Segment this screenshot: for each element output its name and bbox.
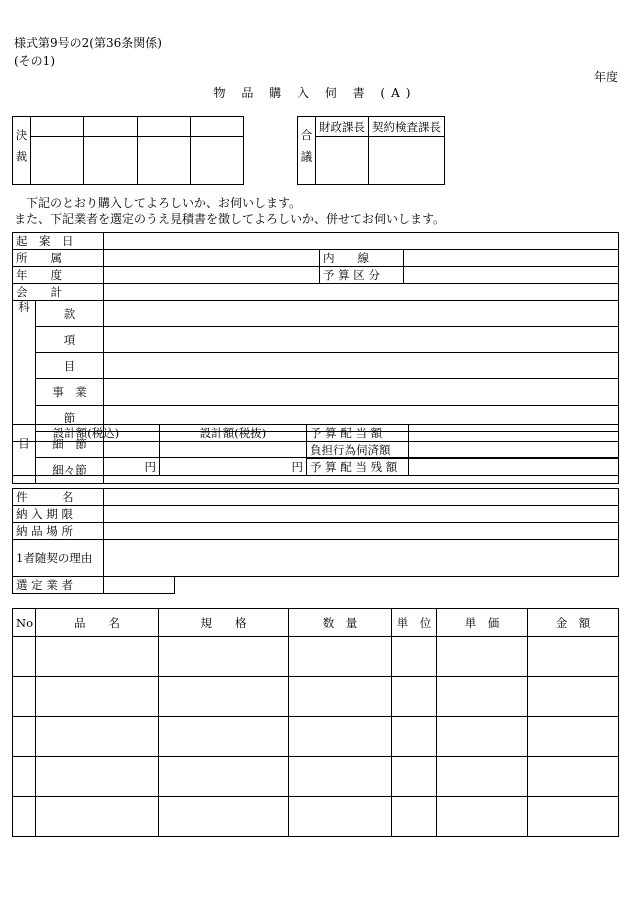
naisen-label: 内 線 xyxy=(320,250,404,267)
kessai-stamp-2[interactable] xyxy=(84,137,137,185)
item-hinmei-cell[interactable] xyxy=(36,797,159,837)
kessai-stamp-4[interactable] xyxy=(190,137,243,185)
haitou-field[interactable] xyxy=(409,425,619,442)
item-tanka-cell[interactable] xyxy=(437,677,528,717)
saisaisetsu-label: 細々節 xyxy=(36,457,104,483)
item-suuryou-cell[interactable] xyxy=(289,677,392,717)
item-hinmei-cell[interactable] xyxy=(36,637,159,677)
col-tanka-header: 単 価 xyxy=(437,609,528,637)
zangaku-field[interactable] xyxy=(409,459,619,476)
keiyaku-kacho-header: 契約検査課長 xyxy=(369,117,445,137)
kaikei-label: 会 計 xyxy=(13,284,104,301)
budget-table xyxy=(12,424,619,476)
yen-unit: 円 xyxy=(144,460,156,474)
kou-field[interactable] xyxy=(104,327,619,353)
shozoku-label: 所 属 xyxy=(13,250,104,267)
col-hinmei-header: 品 名 xyxy=(36,609,159,637)
item-kikaku-cell[interactable] xyxy=(159,637,289,677)
note-line-2: また、下記業者を選定のうえ見積書を徴してよろしいか、併せてお伺いします。 xyxy=(14,212,446,226)
kaikei-field[interactable] xyxy=(104,284,619,301)
details-table xyxy=(12,488,619,594)
item-hinmei-cell[interactable] xyxy=(36,677,159,717)
item-kikaku-cell[interactable] xyxy=(159,677,289,717)
col-kingaku-header: 金 額 xyxy=(528,609,619,637)
kessai-table xyxy=(12,116,244,185)
yosan-kubun-label: 予 算 区 分 xyxy=(320,267,404,284)
items-table xyxy=(12,608,619,837)
design-tax-ex-field[interactable] xyxy=(160,442,307,476)
item-no-cell[interactable] xyxy=(13,797,36,837)
items-header-row xyxy=(13,609,619,637)
item-no-cell[interactable] xyxy=(13,717,36,757)
yen-unit: 円 xyxy=(291,460,303,474)
item-kingaku-cell[interactable] xyxy=(528,717,619,757)
moku-label: 目 xyxy=(36,353,104,379)
item-suuryou-cell[interactable] xyxy=(289,717,392,757)
item-tani-cell[interactable] xyxy=(392,797,437,837)
kessai-stamp-1[interactable] xyxy=(31,137,84,185)
zuii-riyu-field[interactable] xyxy=(104,540,619,577)
item-no-cell[interactable] xyxy=(13,677,36,717)
kan-field[interactable] xyxy=(104,301,619,327)
nounyu-kigen-label: 納 入 期 限 xyxy=(13,506,104,523)
shozoku-field[interactable] xyxy=(104,250,320,267)
page-title: 物 品 購 入 伺 書 (A) xyxy=(213,86,417,100)
zuii-riyu-label: 1者随契の理由 xyxy=(13,540,104,577)
kessai-stamp-3[interactable] xyxy=(137,137,190,185)
item-tanka-cell[interactable] xyxy=(437,717,528,757)
item-tanka-cell[interactable] xyxy=(437,637,528,677)
kessai-label: 決裁 xyxy=(13,117,31,185)
nounyu-kigen-field[interactable] xyxy=(104,506,619,523)
item-no-cell[interactable] xyxy=(13,637,36,677)
item-tani-cell[interactable] xyxy=(392,717,437,757)
table-row xyxy=(13,637,619,677)
note-line-1: 下記のとおり購入してよろしいか、お伺いします。 xyxy=(26,196,302,210)
fiscal-year-label: 年度 xyxy=(593,70,618,84)
col-no-header: No xyxy=(13,609,36,637)
zaisei-kacho-header: 財政課長 xyxy=(316,117,369,137)
item-tani-cell[interactable] xyxy=(392,757,437,797)
item-suuryou-cell[interactable] xyxy=(289,757,392,797)
item-kikaku-cell[interactable] xyxy=(159,717,289,757)
futan-field[interactable] xyxy=(409,442,619,459)
sentei-gyousha-field[interactable] xyxy=(104,577,175,594)
item-no-cell[interactable] xyxy=(13,757,36,797)
nounyu-basho-label: 納 品 場 所 xyxy=(13,523,104,540)
kessai-stamp-header-1[interactable] xyxy=(31,117,84,137)
saisetsu-label: 細 節 xyxy=(36,431,104,457)
kenmei-field[interactable] xyxy=(104,489,619,506)
item-tanka-cell[interactable] xyxy=(437,797,528,837)
gougi-label: 合議 xyxy=(298,117,316,185)
design-tax-ex-label: 設計額(税抜) xyxy=(160,425,307,442)
kenmei-label: 件 名 xyxy=(13,489,104,506)
item-kingaku-cell[interactable] xyxy=(528,797,619,837)
kamoku-label: 科 目 xyxy=(13,301,36,484)
item-hinmei-cell[interactable] xyxy=(36,757,159,797)
jigyou-label: 事 業 xyxy=(36,379,104,405)
form-number: 様式第9号の2(第36条関係) xyxy=(14,36,162,50)
naisen-field[interactable] xyxy=(404,250,619,267)
table-row xyxy=(13,717,619,757)
kessai-stamp-header-3[interactable] xyxy=(137,117,190,137)
item-tani-cell[interactable] xyxy=(392,677,437,717)
table-row xyxy=(13,677,619,717)
col-suuryou-header: 数 量 xyxy=(289,609,392,637)
item-kingaku-cell[interactable] xyxy=(528,637,619,677)
zaisei-kacho-stamp[interactable] xyxy=(316,137,369,185)
item-suuryou-cell[interactable] xyxy=(289,797,392,837)
haitou-label: 予 算 配 当 額 xyxy=(307,425,409,442)
kian-bi-label: 起 案 日 xyxy=(13,233,104,250)
sentei-gyousha-blank xyxy=(175,577,619,594)
gougi-table xyxy=(297,116,445,185)
col-kikaku-header: 規 格 xyxy=(159,609,289,637)
item-kikaku-cell[interactable] xyxy=(159,757,289,797)
futan-label: 負担行為伺済額 xyxy=(307,442,409,459)
kian-bi-field[interactable] xyxy=(104,233,619,250)
item-tanka-cell[interactable] xyxy=(437,757,528,797)
nendo-label: 年 度 xyxy=(13,267,104,284)
design-tax-in-field[interactable] xyxy=(13,442,160,476)
form-sub: (その1) xyxy=(14,54,55,68)
kou-label: 項 xyxy=(36,327,104,353)
item-tani-cell[interactable] xyxy=(392,637,437,677)
table-row xyxy=(13,757,619,797)
nendo-field[interactable] xyxy=(104,267,320,284)
keiyaku-kacho-stamp[interactable] xyxy=(369,137,445,185)
table-row xyxy=(13,797,619,837)
item-kingaku-cell[interactable] xyxy=(528,677,619,717)
item-hinmei-cell[interactable] xyxy=(36,717,159,757)
sentei-gyousha-label: 選 定 業 者 xyxy=(13,577,104,594)
col-tani-header: 単 位 xyxy=(392,609,437,637)
jigyou-field[interactable] xyxy=(104,379,619,405)
items-body xyxy=(13,637,619,837)
item-kikaku-cell[interactable] xyxy=(159,797,289,837)
kessai-stamp-header-2[interactable] xyxy=(84,117,137,137)
item-kingaku-cell[interactable] xyxy=(528,757,619,797)
nounyu-basho-field[interactable] xyxy=(104,523,619,540)
kan-label: 款 xyxy=(36,301,104,327)
kessai-stamp-header-4[interactable] xyxy=(190,117,243,137)
moku-field[interactable] xyxy=(104,353,619,379)
item-suuryou-cell[interactable] xyxy=(289,637,392,677)
zangaku-label: 予 算 配 当 残 額 xyxy=(307,459,409,476)
setsu-label: 節 xyxy=(36,405,104,431)
design-tax-in-label: 設計額(税込) xyxy=(13,425,160,442)
yosan-kubun-field[interactable] xyxy=(404,267,619,284)
